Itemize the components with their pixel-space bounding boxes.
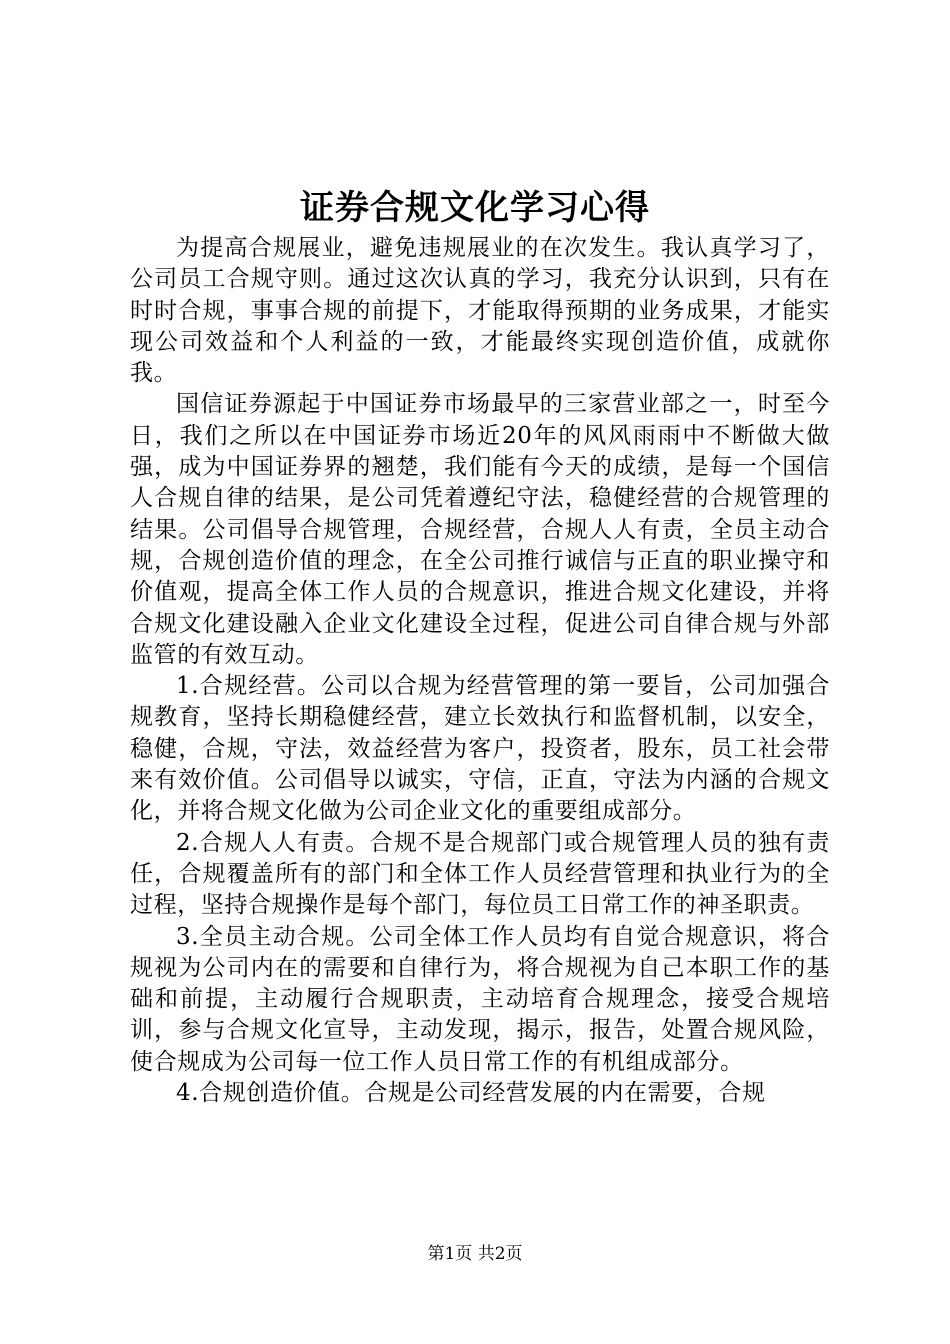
paragraph-item-4: 4.合规创造价值。合规是公司经营发展的内在需要，合规 bbox=[176, 1080, 766, 1107]
document-title: 证券合规文化学习心得 bbox=[300, 188, 650, 228]
paragraph-item-1: 1.合规经营。公司以合规为经营管理的第一要旨，公司加强合规教育，坚持长期稳健经营，建立长效执行和监督机制，以安全，稳健，合规，守法，效益经营为客户，投资者，股东，员工社会带来有效价值。公司倡导以诚实，守信，正直，守法为内涵的合规文化，并将合规文化做为公司企业文化的重要组成部分。 bbox=[130, 673, 830, 825]
document-body bbox=[130, 233, 830, 1109]
paragraph-item-2: 2.合规人人有责。合规不是合规部门或合规管理人员的独有责任，合规覆盖所有的部门和全体工作人员经营管理和执业行为的全过程，坚持合规操作是每个部门，每位员工日常工作的神圣职责。 bbox=[130, 829, 830, 919]
paragraph-item-3: 3.全员主动合规。公司全体工作人员均有自觉合规意识，将合规视为公司内在的需要和自律行为，将合规视为自己本职工作的基础和前提，主动履行合规职责，主动培育合规理念，接受合规培训，参与合规文化宣导，主动发现，揭示，报告，处置合规风险，使合规成为公司每一位工作人员日常工作的有机组成部分。 bbox=[130, 923, 830, 1075]
page-number-footer: 第1页 共2页 bbox=[427, 1244, 523, 1264]
paragraph-intro: 为提高合规展业，避免违规展业的在次发生。我认真学习了，公司员工合规守则。通过这次认真的学习，我充分认识到，只有在时时合规，事事合规的前提下，才能取得预期的业务成果，才能实现公司效益和个人利益的一致，才能最终实现创造价值，成就你我。 bbox=[130, 235, 830, 387]
paragraph-company-background: 国信证券源起于中国证券市场最早的三家营业部之一，时至今日，我们之所以在中国证券市场近20年的风风雨雨中不断做大做强，成为中国证券界的翘楚，我们能有今天的成绩，是每一个国信人合规自律的结果，是公司凭着遵纪守法，稳健经营的合规管理的结果。公司倡导合规管理，合规经营，合规人人有责，全员主动合规，合规创造价值的理念，在全公司推行诚信与正直的职业操守和价值观，提高全体工作人员的合规意识，推进合规文化建设，并将合规文化建设融入企业文化建设全过程，促进公司自律合规与外部监管的有效互动。 bbox=[130, 391, 830, 668]
